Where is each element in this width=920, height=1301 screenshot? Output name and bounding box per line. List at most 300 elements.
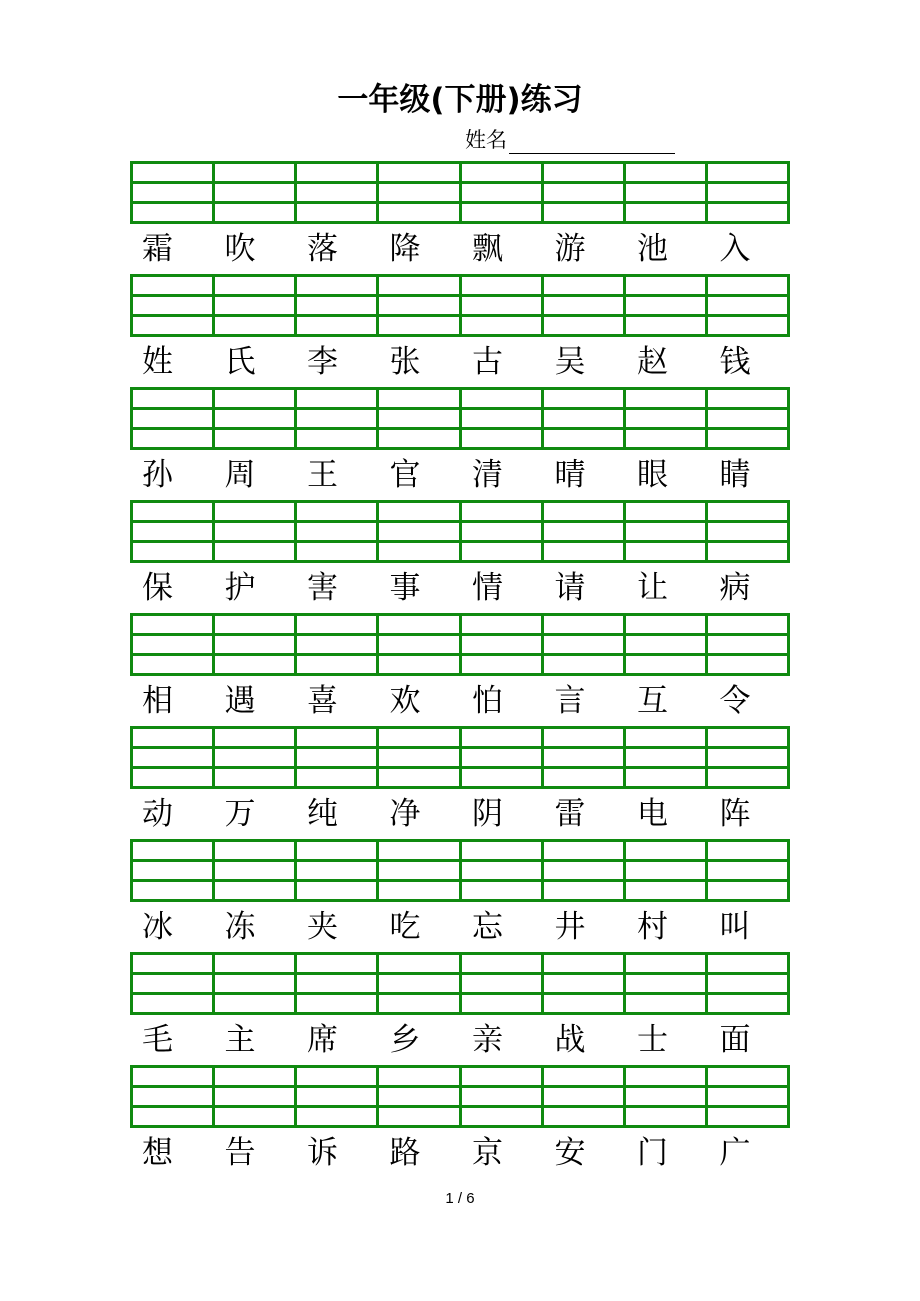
writing-cell[interactable] bbox=[132, 861, 214, 881]
character-row bbox=[130, 1133, 790, 1173]
writing-grid-row bbox=[132, 954, 789, 974]
writing-cell[interactable] bbox=[706, 296, 788, 316]
writing-cell[interactable] bbox=[296, 1067, 378, 1087]
practice-character: 席 bbox=[307, 1022, 338, 1058]
writing-cell[interactable] bbox=[132, 994, 214, 1014]
writing-cell[interactable] bbox=[624, 163, 706, 183]
writing-cell[interactable] bbox=[132, 296, 214, 316]
practice-character: 周 bbox=[224, 457, 256, 493]
writing-cell[interactable] bbox=[214, 316, 296, 336]
practice-character: 阵 bbox=[719, 796, 751, 832]
writing-cell[interactable] bbox=[542, 203, 624, 223]
writing-cell[interactable] bbox=[214, 1067, 296, 1087]
writing-cell[interactable] bbox=[132, 954, 214, 974]
writing-cell[interactable] bbox=[132, 881, 214, 901]
writing-cell[interactable] bbox=[132, 316, 214, 336]
writing-cell[interactable] bbox=[542, 748, 624, 768]
writing-cell[interactable] bbox=[296, 635, 378, 655]
writing-cell[interactable] bbox=[378, 861, 460, 881]
writing-grid bbox=[130, 952, 790, 1015]
writing-cell[interactable] bbox=[624, 276, 706, 296]
writing-cell[interactable] bbox=[132, 542, 214, 562]
practice-character: 姓 bbox=[142, 344, 173, 380]
writing-cell[interactable] bbox=[214, 861, 296, 881]
writing-cell[interactable] bbox=[378, 429, 460, 449]
writing-cell[interactable] bbox=[542, 1087, 624, 1107]
writing-cell[interactable] bbox=[624, 748, 706, 768]
writing-cell[interactable] bbox=[706, 655, 788, 675]
writing-cell[interactable] bbox=[378, 615, 460, 635]
writing-cell[interactable] bbox=[378, 841, 460, 861]
writing-grid-row bbox=[132, 728, 789, 748]
writing-grid-row bbox=[132, 635, 789, 655]
writing-cell[interactable] bbox=[624, 429, 706, 449]
writing-cell[interactable] bbox=[460, 994, 542, 1014]
practice-character: 睛 bbox=[719, 457, 751, 493]
writing-cell[interactable] bbox=[460, 409, 542, 429]
writing-cell[interactable] bbox=[378, 954, 460, 974]
writing-grid bbox=[130, 726, 790, 789]
character-row bbox=[130, 455, 790, 495]
writing-cell[interactable] bbox=[706, 1087, 788, 1107]
writing-cell[interactable] bbox=[624, 409, 706, 429]
writing-cell[interactable] bbox=[296, 502, 378, 522]
writing-cell[interactable] bbox=[214, 163, 296, 183]
practice-character: 池 bbox=[637, 231, 668, 267]
writing-cell[interactable] bbox=[706, 881, 788, 901]
writing-cell[interactable] bbox=[460, 861, 542, 881]
writing-cell[interactable] bbox=[214, 429, 296, 449]
writing-cell[interactable] bbox=[706, 183, 788, 203]
writing-grid-row bbox=[132, 296, 789, 316]
writing-cell[interactable] bbox=[624, 203, 706, 223]
writing-cell[interactable] bbox=[132, 841, 214, 861]
practice-character: 怕 bbox=[472, 683, 503, 719]
writing-cell[interactable] bbox=[296, 954, 378, 974]
character-row bbox=[130, 342, 790, 382]
writing-grid bbox=[130, 387, 790, 450]
writing-grid bbox=[130, 1065, 790, 1128]
writing-cell[interactable] bbox=[132, 974, 214, 994]
writing-cell[interactable] bbox=[460, 316, 542, 336]
writing-cell[interactable] bbox=[132, 615, 214, 635]
writing-cell[interactable] bbox=[706, 841, 788, 861]
writing-cell[interactable] bbox=[296, 276, 378, 296]
writing-cell[interactable] bbox=[214, 881, 296, 901]
writing-cell[interactable] bbox=[460, 296, 542, 316]
writing-cell[interactable] bbox=[542, 276, 624, 296]
writing-cell[interactable] bbox=[296, 1107, 378, 1127]
practice-character: 冰 bbox=[142, 909, 173, 945]
writing-cell[interactable] bbox=[460, 748, 542, 768]
writing-cell[interactable] bbox=[624, 316, 706, 336]
writing-cell[interactable] bbox=[542, 522, 624, 542]
writing-cell[interactable] bbox=[542, 994, 624, 1014]
writing-cell[interactable] bbox=[706, 728, 788, 748]
writing-cell[interactable] bbox=[460, 655, 542, 675]
practice-character: 飘 bbox=[472, 231, 503, 267]
writing-cell[interactable] bbox=[460, 389, 542, 409]
writing-cell[interactable] bbox=[296, 183, 378, 203]
writing-cell[interactable] bbox=[214, 389, 296, 409]
writing-cell[interactable] bbox=[296, 768, 378, 788]
writing-grid bbox=[130, 274, 790, 337]
writing-cell[interactable] bbox=[624, 542, 706, 562]
writing-cell[interactable] bbox=[378, 635, 460, 655]
writing-cell[interactable] bbox=[542, 768, 624, 788]
writing-grid-row bbox=[132, 861, 789, 881]
writing-grid-row bbox=[132, 768, 789, 788]
practice-character: 面 bbox=[719, 1022, 751, 1058]
writing-cell[interactable] bbox=[132, 655, 214, 675]
writing-cell[interactable] bbox=[706, 522, 788, 542]
writing-cell[interactable] bbox=[706, 861, 788, 881]
writing-cell[interactable] bbox=[460, 615, 542, 635]
writing-cell[interactable] bbox=[706, 1107, 788, 1127]
writing-cell[interactable] bbox=[624, 861, 706, 881]
practice-character: 忘 bbox=[472, 909, 503, 945]
writing-grid bbox=[130, 500, 790, 563]
writing-cell[interactable] bbox=[624, 1087, 706, 1107]
writing-cell[interactable] bbox=[378, 1087, 460, 1107]
writing-cell[interactable] bbox=[542, 1107, 624, 1127]
writing-cell[interactable] bbox=[132, 163, 214, 183]
practice-character: 官 bbox=[389, 457, 421, 493]
writing-cell[interactable] bbox=[296, 409, 378, 429]
writing-cell[interactable] bbox=[214, 615, 296, 635]
writing-cell[interactable] bbox=[378, 183, 460, 203]
practice-character: 京 bbox=[472, 1135, 503, 1171]
writing-cell[interactable] bbox=[624, 655, 706, 675]
writing-cell[interactable] bbox=[624, 522, 706, 542]
writing-cell[interactable] bbox=[624, 728, 706, 748]
writing-cell[interactable] bbox=[296, 1087, 378, 1107]
writing-cell[interactable] bbox=[460, 635, 542, 655]
writing-cell[interactable] bbox=[214, 841, 296, 861]
writing-cell[interactable] bbox=[132, 183, 214, 203]
character-row bbox=[130, 229, 790, 269]
writing-cell[interactable] bbox=[214, 635, 296, 655]
writing-cell[interactable] bbox=[624, 635, 706, 655]
practice-character: 李 bbox=[307, 344, 338, 380]
writing-cell[interactable] bbox=[542, 974, 624, 994]
writing-cell[interactable] bbox=[378, 974, 460, 994]
writing-cell[interactable] bbox=[214, 203, 296, 223]
writing-grid-row bbox=[132, 163, 789, 183]
writing-cell[interactable] bbox=[706, 635, 788, 655]
writing-cell[interactable] bbox=[706, 409, 788, 429]
writing-cell[interactable] bbox=[378, 1107, 460, 1127]
practice-character: 广 bbox=[719, 1135, 751, 1171]
writing-cell[interactable] bbox=[378, 316, 460, 336]
writing-cell[interactable] bbox=[132, 522, 214, 542]
writing-cell[interactable] bbox=[624, 974, 706, 994]
writing-cell[interactable] bbox=[460, 429, 542, 449]
writing-cell[interactable] bbox=[296, 429, 378, 449]
writing-cell[interactable] bbox=[214, 768, 296, 788]
writing-cell[interactable] bbox=[378, 542, 460, 562]
writing-cell[interactable] bbox=[296, 163, 378, 183]
writing-cell[interactable] bbox=[542, 954, 624, 974]
page-title: 一年级(下册)练习 bbox=[337, 82, 583, 118]
writing-cell[interactable] bbox=[624, 768, 706, 788]
writing-cell[interactable] bbox=[460, 954, 542, 974]
writing-cell[interactable] bbox=[460, 841, 542, 861]
writing-cell[interactable] bbox=[460, 974, 542, 994]
practice-character: 保 bbox=[142, 570, 173, 606]
writing-cell[interactable] bbox=[378, 768, 460, 788]
writing-cell[interactable] bbox=[132, 748, 214, 768]
writing-grid-row bbox=[132, 409, 789, 429]
writing-cell[interactable] bbox=[706, 163, 788, 183]
practice-character: 叫 bbox=[719, 909, 751, 945]
writing-cell[interactable] bbox=[132, 502, 214, 522]
writing-cell[interactable] bbox=[132, 768, 214, 788]
writing-cell[interactable] bbox=[542, 861, 624, 881]
writing-grid-row bbox=[132, 1087, 789, 1107]
writing-cell[interactable] bbox=[542, 389, 624, 409]
writing-cell[interactable] bbox=[214, 542, 296, 562]
writing-cell[interactable] bbox=[214, 296, 296, 316]
writing-cell[interactable] bbox=[542, 841, 624, 861]
practice-character: 钱 bbox=[719, 344, 751, 380]
writing-cell[interactable] bbox=[706, 615, 788, 635]
name-field-row bbox=[465, 124, 675, 154]
practice-character: 情 bbox=[472, 570, 503, 606]
practice-character: 吴 bbox=[554, 344, 586, 380]
writing-cell[interactable] bbox=[460, 522, 542, 542]
writing-cell[interactable] bbox=[542, 296, 624, 316]
practice-character: 降 bbox=[389, 231, 421, 267]
writing-cell[interactable] bbox=[624, 615, 706, 635]
writing-cell[interactable] bbox=[132, 429, 214, 449]
writing-cell[interactable] bbox=[296, 615, 378, 635]
writing-cell[interactable] bbox=[296, 728, 378, 748]
writing-cell[interactable] bbox=[460, 163, 542, 183]
writing-cell[interactable] bbox=[624, 389, 706, 409]
writing-cell[interactable] bbox=[296, 974, 378, 994]
writing-cell[interactable] bbox=[706, 974, 788, 994]
writing-cell[interactable] bbox=[378, 522, 460, 542]
writing-cell[interactable] bbox=[460, 203, 542, 223]
writing-cell[interactable] bbox=[214, 748, 296, 768]
writing-cell[interactable] bbox=[624, 296, 706, 316]
writing-cell[interactable] bbox=[214, 994, 296, 1014]
writing-cell[interactable] bbox=[132, 203, 214, 223]
writing-cell[interactable] bbox=[542, 429, 624, 449]
writing-cell[interactable] bbox=[296, 748, 378, 768]
practice-character: 晴 bbox=[554, 457, 586, 493]
writing-cell[interactable] bbox=[706, 316, 788, 336]
practice-character: 护 bbox=[224, 570, 256, 606]
writing-cell[interactable] bbox=[296, 522, 378, 542]
practice-character: 让 bbox=[637, 570, 668, 606]
writing-cell[interactable] bbox=[214, 974, 296, 994]
writing-cell[interactable] bbox=[706, 276, 788, 296]
practice-character: 霜 bbox=[142, 231, 173, 267]
writing-cell[interactable] bbox=[132, 276, 214, 296]
writing-cell[interactable] bbox=[624, 183, 706, 203]
writing-cell[interactable] bbox=[460, 1087, 542, 1107]
writing-cell[interactable] bbox=[542, 409, 624, 429]
writing-cell[interactable] bbox=[296, 881, 378, 901]
writing-cell[interactable] bbox=[378, 296, 460, 316]
practice-character: 孙 bbox=[142, 457, 173, 493]
writing-grid bbox=[130, 613, 790, 676]
writing-cell[interactable] bbox=[624, 502, 706, 522]
practice-character: 病 bbox=[719, 570, 751, 606]
writing-cell[interactable] bbox=[378, 276, 460, 296]
writing-grid-row bbox=[132, 655, 789, 675]
writing-grid-row bbox=[132, 276, 789, 296]
writing-cell[interactable] bbox=[296, 203, 378, 223]
writing-cell[interactable] bbox=[624, 954, 706, 974]
writing-cell[interactable] bbox=[542, 615, 624, 635]
name-input-line[interactable] bbox=[509, 131, 675, 154]
writing-cell[interactable] bbox=[296, 655, 378, 675]
character-row bbox=[130, 568, 790, 608]
writing-cell[interactable] bbox=[214, 655, 296, 675]
writing-cell[interactable] bbox=[460, 881, 542, 901]
writing-cell[interactable] bbox=[132, 1067, 214, 1087]
writing-cell[interactable] bbox=[214, 728, 296, 748]
writing-grid bbox=[130, 161, 790, 224]
writing-cell[interactable] bbox=[296, 994, 378, 1014]
practice-character: 眼 bbox=[637, 457, 668, 493]
practice-character: 安 bbox=[554, 1135, 586, 1171]
writing-cell[interactable] bbox=[706, 389, 788, 409]
writing-cell[interactable] bbox=[378, 728, 460, 748]
writing-cell[interactable] bbox=[460, 542, 542, 562]
practice-character: 张 bbox=[389, 344, 421, 380]
writing-cell[interactable] bbox=[378, 748, 460, 768]
writing-cell[interactable] bbox=[132, 1087, 214, 1107]
writing-cell[interactable] bbox=[460, 768, 542, 788]
practice-character: 入 bbox=[719, 231, 751, 267]
writing-cell[interactable] bbox=[624, 1067, 706, 1087]
writing-cell[interactable] bbox=[132, 409, 214, 429]
practice-character: 害 bbox=[307, 570, 338, 606]
writing-cell[interactable] bbox=[624, 841, 706, 861]
writing-cell[interactable] bbox=[296, 841, 378, 861]
writing-cell[interactable] bbox=[706, 502, 788, 522]
writing-grid bbox=[130, 839, 790, 902]
writing-grid-row bbox=[132, 841, 789, 861]
writing-cell[interactable] bbox=[542, 316, 624, 336]
practice-character: 古 bbox=[472, 344, 503, 380]
writing-cell[interactable] bbox=[214, 502, 296, 522]
writing-cell[interactable] bbox=[542, 881, 624, 901]
writing-cell[interactable] bbox=[214, 183, 296, 203]
writing-cell[interactable] bbox=[378, 881, 460, 901]
practice-character: 欢 bbox=[389, 683, 421, 719]
writing-cell[interactable] bbox=[542, 728, 624, 748]
practice-character: 王 bbox=[307, 457, 338, 493]
writing-cell[interactable] bbox=[542, 502, 624, 522]
writing-grid-row bbox=[132, 429, 789, 449]
writing-cell[interactable] bbox=[378, 655, 460, 675]
writing-grid-row bbox=[132, 316, 789, 336]
writing-cell[interactable] bbox=[542, 183, 624, 203]
writing-cell[interactable] bbox=[296, 316, 378, 336]
writing-cell[interactable] bbox=[214, 522, 296, 542]
practice-character: 请 bbox=[554, 570, 586, 606]
practice-character: 亲 bbox=[472, 1022, 503, 1058]
practice-character: 遇 bbox=[224, 683, 256, 719]
writing-cell[interactable] bbox=[132, 635, 214, 655]
writing-cell[interactable] bbox=[296, 389, 378, 409]
practice-character: 相 bbox=[142, 683, 173, 719]
practice-character: 夹 bbox=[307, 909, 338, 945]
practice-character: 战 bbox=[554, 1022, 586, 1058]
writing-cell[interactable] bbox=[296, 542, 378, 562]
practice-character: 阴 bbox=[472, 796, 503, 832]
writing-cell[interactable] bbox=[460, 1067, 542, 1087]
writing-cell[interactable] bbox=[460, 276, 542, 296]
writing-cell[interactable] bbox=[132, 728, 214, 748]
practice-character: 吹 bbox=[224, 231, 256, 267]
writing-cell[interactable] bbox=[706, 954, 788, 974]
writing-cell[interactable] bbox=[214, 1107, 296, 1127]
writing-cell[interactable] bbox=[624, 1107, 706, 1127]
writing-cell[interactable] bbox=[706, 748, 788, 768]
writing-cell[interactable] bbox=[706, 542, 788, 562]
writing-cell[interactable] bbox=[378, 502, 460, 522]
writing-cell[interactable] bbox=[378, 994, 460, 1014]
writing-cell[interactable] bbox=[460, 183, 542, 203]
writing-cell[interactable] bbox=[542, 655, 624, 675]
writing-cell[interactable] bbox=[214, 1087, 296, 1107]
writing-cell[interactable] bbox=[296, 861, 378, 881]
writing-cell[interactable] bbox=[706, 429, 788, 449]
practice-character: 冻 bbox=[224, 909, 256, 945]
character-row bbox=[130, 681, 790, 721]
writing-cell[interactable] bbox=[706, 1067, 788, 1087]
writing-cell[interactable] bbox=[542, 163, 624, 183]
writing-grid-row bbox=[132, 615, 789, 635]
writing-cell[interactable] bbox=[542, 635, 624, 655]
writing-cell[interactable] bbox=[706, 994, 788, 1014]
writing-grid-row bbox=[132, 994, 789, 1014]
writing-cell[interactable] bbox=[132, 1107, 214, 1127]
writing-cell[interactable] bbox=[214, 276, 296, 296]
practice-character: 主 bbox=[224, 1022, 256, 1058]
writing-cell[interactable] bbox=[460, 502, 542, 522]
practice-character: 乡 bbox=[389, 1022, 421, 1058]
character-row bbox=[130, 794, 790, 834]
writing-cell[interactable] bbox=[706, 768, 788, 788]
writing-cell[interactable] bbox=[624, 994, 706, 1014]
writing-cell[interactable] bbox=[378, 389, 460, 409]
writing-cell[interactable] bbox=[624, 881, 706, 901]
writing-cell[interactable] bbox=[214, 409, 296, 429]
writing-cell[interactable] bbox=[542, 1067, 624, 1087]
writing-cell[interactable] bbox=[296, 296, 378, 316]
writing-cell[interactable] bbox=[460, 1107, 542, 1127]
writing-cell[interactable] bbox=[378, 163, 460, 183]
writing-cell[interactable] bbox=[214, 954, 296, 974]
writing-cell[interactable] bbox=[460, 728, 542, 748]
writing-grid-row bbox=[132, 502, 789, 522]
writing-cell[interactable] bbox=[378, 409, 460, 429]
writing-cell[interactable] bbox=[542, 542, 624, 562]
writing-grid-row bbox=[132, 748, 789, 768]
writing-cell[interactable] bbox=[378, 1067, 460, 1087]
writing-cell[interactable] bbox=[706, 203, 788, 223]
writing-cell[interactable] bbox=[378, 203, 460, 223]
practice-character: 村 bbox=[637, 909, 668, 945]
writing-cell[interactable] bbox=[132, 389, 214, 409]
